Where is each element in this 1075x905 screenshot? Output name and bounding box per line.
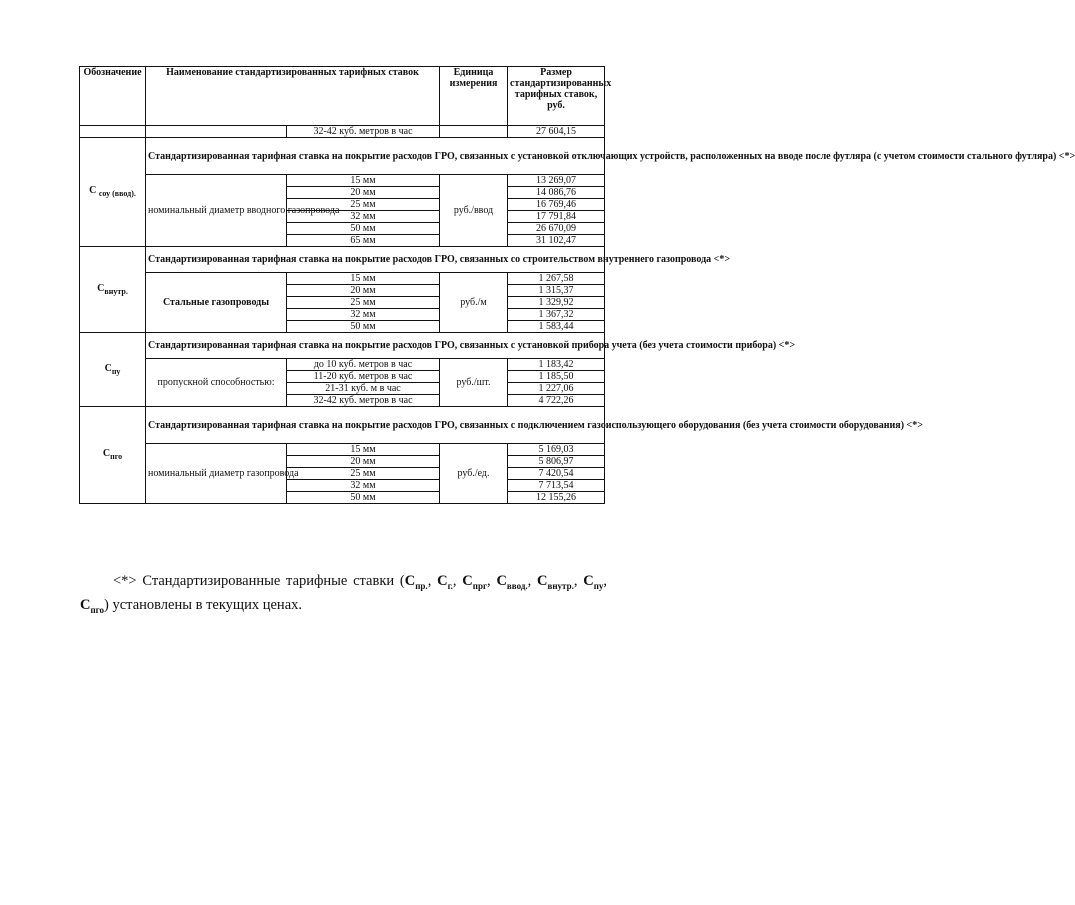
value-cell: 1 185,50: [508, 371, 605, 383]
range-cell: 50 мм: [287, 321, 440, 333]
code-separator: ,: [603, 573, 608, 589]
designation-code: [80, 333, 146, 407]
range-cell: 20 мм: [287, 187, 440, 199]
value-cell: 16 769,46: [508, 199, 605, 211]
footnote-code: [462, 573, 487, 589]
table-row: [80, 126, 605, 138]
range-cell: 15 мм: [287, 175, 440, 187]
table-row: [80, 444, 605, 456]
parameter-cell: пропускной способностью:: [146, 359, 287, 407]
range-cell: 11-20 куб. метров в час: [287, 371, 440, 383]
code-subscript: внутр.: [547, 580, 574, 591]
code-subscript: пго: [90, 604, 105, 615]
block-title: Стандартизированная тарифная ставка на покрытие расходов ГРО, связанных с установкой отключающих устройств, расположенных на вводе после футляра (с учетом стоимости стального футляра) <*>: [146, 138, 605, 175]
range-cell: 25 мм: [287, 297, 440, 309]
footnote-code: [537, 573, 574, 589]
tariff-table: [79, 66, 1075, 504]
header-size: Размер стандартизированных тарифных ставок, руб.: [508, 67, 605, 126]
range-cell: 65 мм: [287, 235, 440, 247]
value-cell: 17 791,84: [508, 211, 605, 223]
code-subscript: г.: [447, 580, 453, 591]
range-cell: 50 мм: [287, 492, 440, 504]
code-letter: С: [537, 573, 548, 589]
parameter-cell: номинальный диаметр вводного газопровода: [146, 175, 287, 247]
empty-cell: [146, 126, 287, 138]
code-letter: С: [89, 185, 97, 196]
table-body: [80, 126, 1075, 504]
range-cell: 20 мм: [287, 456, 440, 468]
code-letter: С: [80, 596, 91, 613]
table-header-row: [80, 67, 605, 126]
value-cell: 1 267,58: [508, 273, 605, 285]
range-cell: 32-42 куб. метров в час: [287, 126, 440, 138]
value-cell: 14 086,76: [508, 187, 605, 199]
code-letter: С: [496, 573, 507, 589]
code-separator: ,: [427, 573, 438, 589]
footnote-lead: <*> Стандартизированные тарифные ставки (: [113, 573, 405, 589]
parameter-cell: номинальный диаметр газопровода: [146, 444, 287, 504]
header-designation: Обозначение: [80, 67, 146, 126]
footnote-code: [583, 573, 603, 589]
code-subscript: пго: [110, 452, 123, 461]
value-cell: 7 713,54: [508, 480, 605, 492]
footnote: [80, 572, 607, 620]
value-cell: 4 722,26: [508, 395, 605, 407]
value-cell: 26 670,09: [508, 223, 605, 235]
block-title: Стандартизированная тарифная ставка на покрытие расходов ГРО, связанных со строительством внутреннего газопровода <*>: [146, 247, 605, 273]
value-cell: 1 367,32: [508, 309, 605, 321]
code-subscript: внутр.: [104, 286, 128, 296]
code-letter: С: [404, 573, 416, 589]
range-cell: 25 мм: [287, 199, 440, 211]
designation-code: [80, 407, 146, 504]
value-cell: 5 169,03: [508, 444, 605, 456]
designation-code: [80, 138, 146, 247]
designation-code: [80, 247, 146, 333]
code-subscript: пу: [111, 366, 121, 376]
code-separator: ,: [527, 573, 538, 589]
code-subscript: пр.: [415, 580, 428, 591]
value-cell: 5 806,97: [508, 456, 605, 468]
footnote-code: [80, 597, 104, 613]
code-subscript: ввод.: [506, 580, 528, 591]
table-row: [80, 359, 605, 371]
code-letter: С: [462, 573, 473, 589]
value-cell: 1 315,37: [508, 285, 605, 297]
table-row: [80, 175, 605, 187]
value-cell: 13 269,07: [508, 175, 605, 187]
footnote-code: [437, 573, 453, 589]
code-subscript: соу (ввод).: [98, 189, 136, 198]
range-cell: 15 мм: [287, 444, 440, 456]
value-cell: 1 583,44: [508, 321, 605, 333]
block-title-row: [80, 138, 605, 175]
footnote-tail: ) установлены в текущих ценах.: [104, 596, 302, 613]
block-title: Стандартизированная тарифная ставка на покрытие расходов ГРО, связанных с подключением газоиспользующего оборудования (без учета стоимости оборудования) <*>: [146, 407, 605, 444]
block-title: Стандартизированная тарифная ставка на покрытие расходов ГРО, связанных с установкой прибора учета (без учета стоимости прибора) <*>: [146, 333, 605, 359]
parameter-cell: Стальные газопроводы: [146, 273, 287, 333]
code-letter: С: [97, 282, 105, 294]
empty-cell: [80, 126, 146, 138]
value-cell: 12 155,26: [508, 492, 605, 504]
code-letter: С: [102, 448, 111, 459]
code-separator: ,: [452, 573, 463, 589]
unit-cell: руб./м: [440, 273, 508, 333]
range-cell: 21-31 куб. м в час: [287, 383, 440, 395]
code-letter: С: [583, 573, 594, 589]
unit-cell: руб./ед.: [440, 444, 508, 504]
value-cell: 1 227,06: [508, 383, 605, 395]
range-cell: 32 мм: [287, 309, 440, 321]
unit-cell: руб./ввод: [440, 175, 508, 247]
code-subscript: прг: [472, 580, 488, 591]
value-cell: 7 420,54: [508, 468, 605, 480]
value-cell: 1 329,92: [508, 297, 605, 309]
header-name: Наименование стандартизированных тарифных ставок: [146, 67, 440, 126]
value-cell: 27 604,15: [508, 126, 605, 138]
block-title-row: [80, 247, 605, 273]
range-cell: 15 мм: [287, 273, 440, 285]
block-title-row: [80, 333, 605, 359]
value-cell: 31 102,47: [508, 235, 605, 247]
code-letter: С: [104, 362, 112, 374]
header-unit: Единица измерения: [440, 67, 508, 126]
code-subscript: пу: [593, 580, 604, 591]
range-cell: 50 мм: [287, 223, 440, 235]
empty-cell: [440, 126, 508, 138]
unit-cell: руб./шт.: [440, 359, 508, 407]
block-title-row: [80, 407, 605, 444]
value-cell: 1 183,42: [508, 359, 605, 371]
range-cell: 32 мм: [287, 480, 440, 492]
range-cell: 32-42 куб. метров в час: [287, 395, 440, 407]
range-cell: до 10 куб. метров в час: [287, 359, 440, 371]
code-separator: ,: [573, 573, 584, 589]
footnote-code: [496, 573, 527, 589]
range-cell: 25 мм: [287, 468, 440, 480]
code-letter: С: [437, 573, 448, 589]
table-row: [80, 273, 605, 285]
footnote-code: [405, 573, 428, 589]
range-cell: 32 мм: [287, 211, 440, 223]
range-cell: 20 мм: [287, 285, 440, 297]
code-separator: ,: [487, 573, 497, 589]
